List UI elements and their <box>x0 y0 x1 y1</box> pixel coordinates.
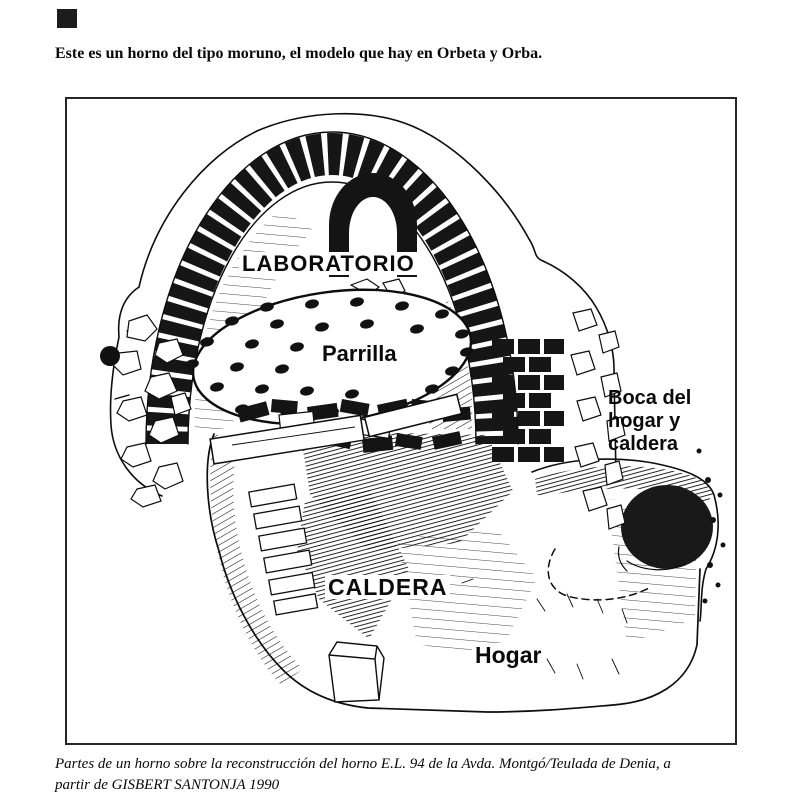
figure-caption <box>55 754 735 796</box>
label-laboratorio: LABORATORIO <box>239 252 418 275</box>
figure-frame <box>65 97 737 745</box>
label-caldera: CALDERA <box>325 575 450 599</box>
fallen-block <box>329 642 384 702</box>
label-boca-line2: hogar y <box>608 410 681 432</box>
caption-line1: Partes de un horno sobre la reconstrucción del horno E.L. 94 de la Avda. Montgó/Teulada de Denia, a <box>55 756 671 772</box>
label-boca-line1: Boca del <box>608 387 692 409</box>
label-parrilla: Parrilla <box>319 342 400 365</box>
scan-artifact-square <box>57 9 77 28</box>
page-title: Este es un horno del tipo moruno, el modelo que hay en Orbeta y Orba. <box>55 45 543 62</box>
stone-wall-left <box>100 315 191 507</box>
label-boca-del-hogar <box>605 387 694 456</box>
label-boca-line3: caldera <box>608 433 679 455</box>
label-hogar: Hogar <box>472 643 544 667</box>
caption-line2: partir de GISBERT SANTONJA 1990 <box>55 777 280 793</box>
